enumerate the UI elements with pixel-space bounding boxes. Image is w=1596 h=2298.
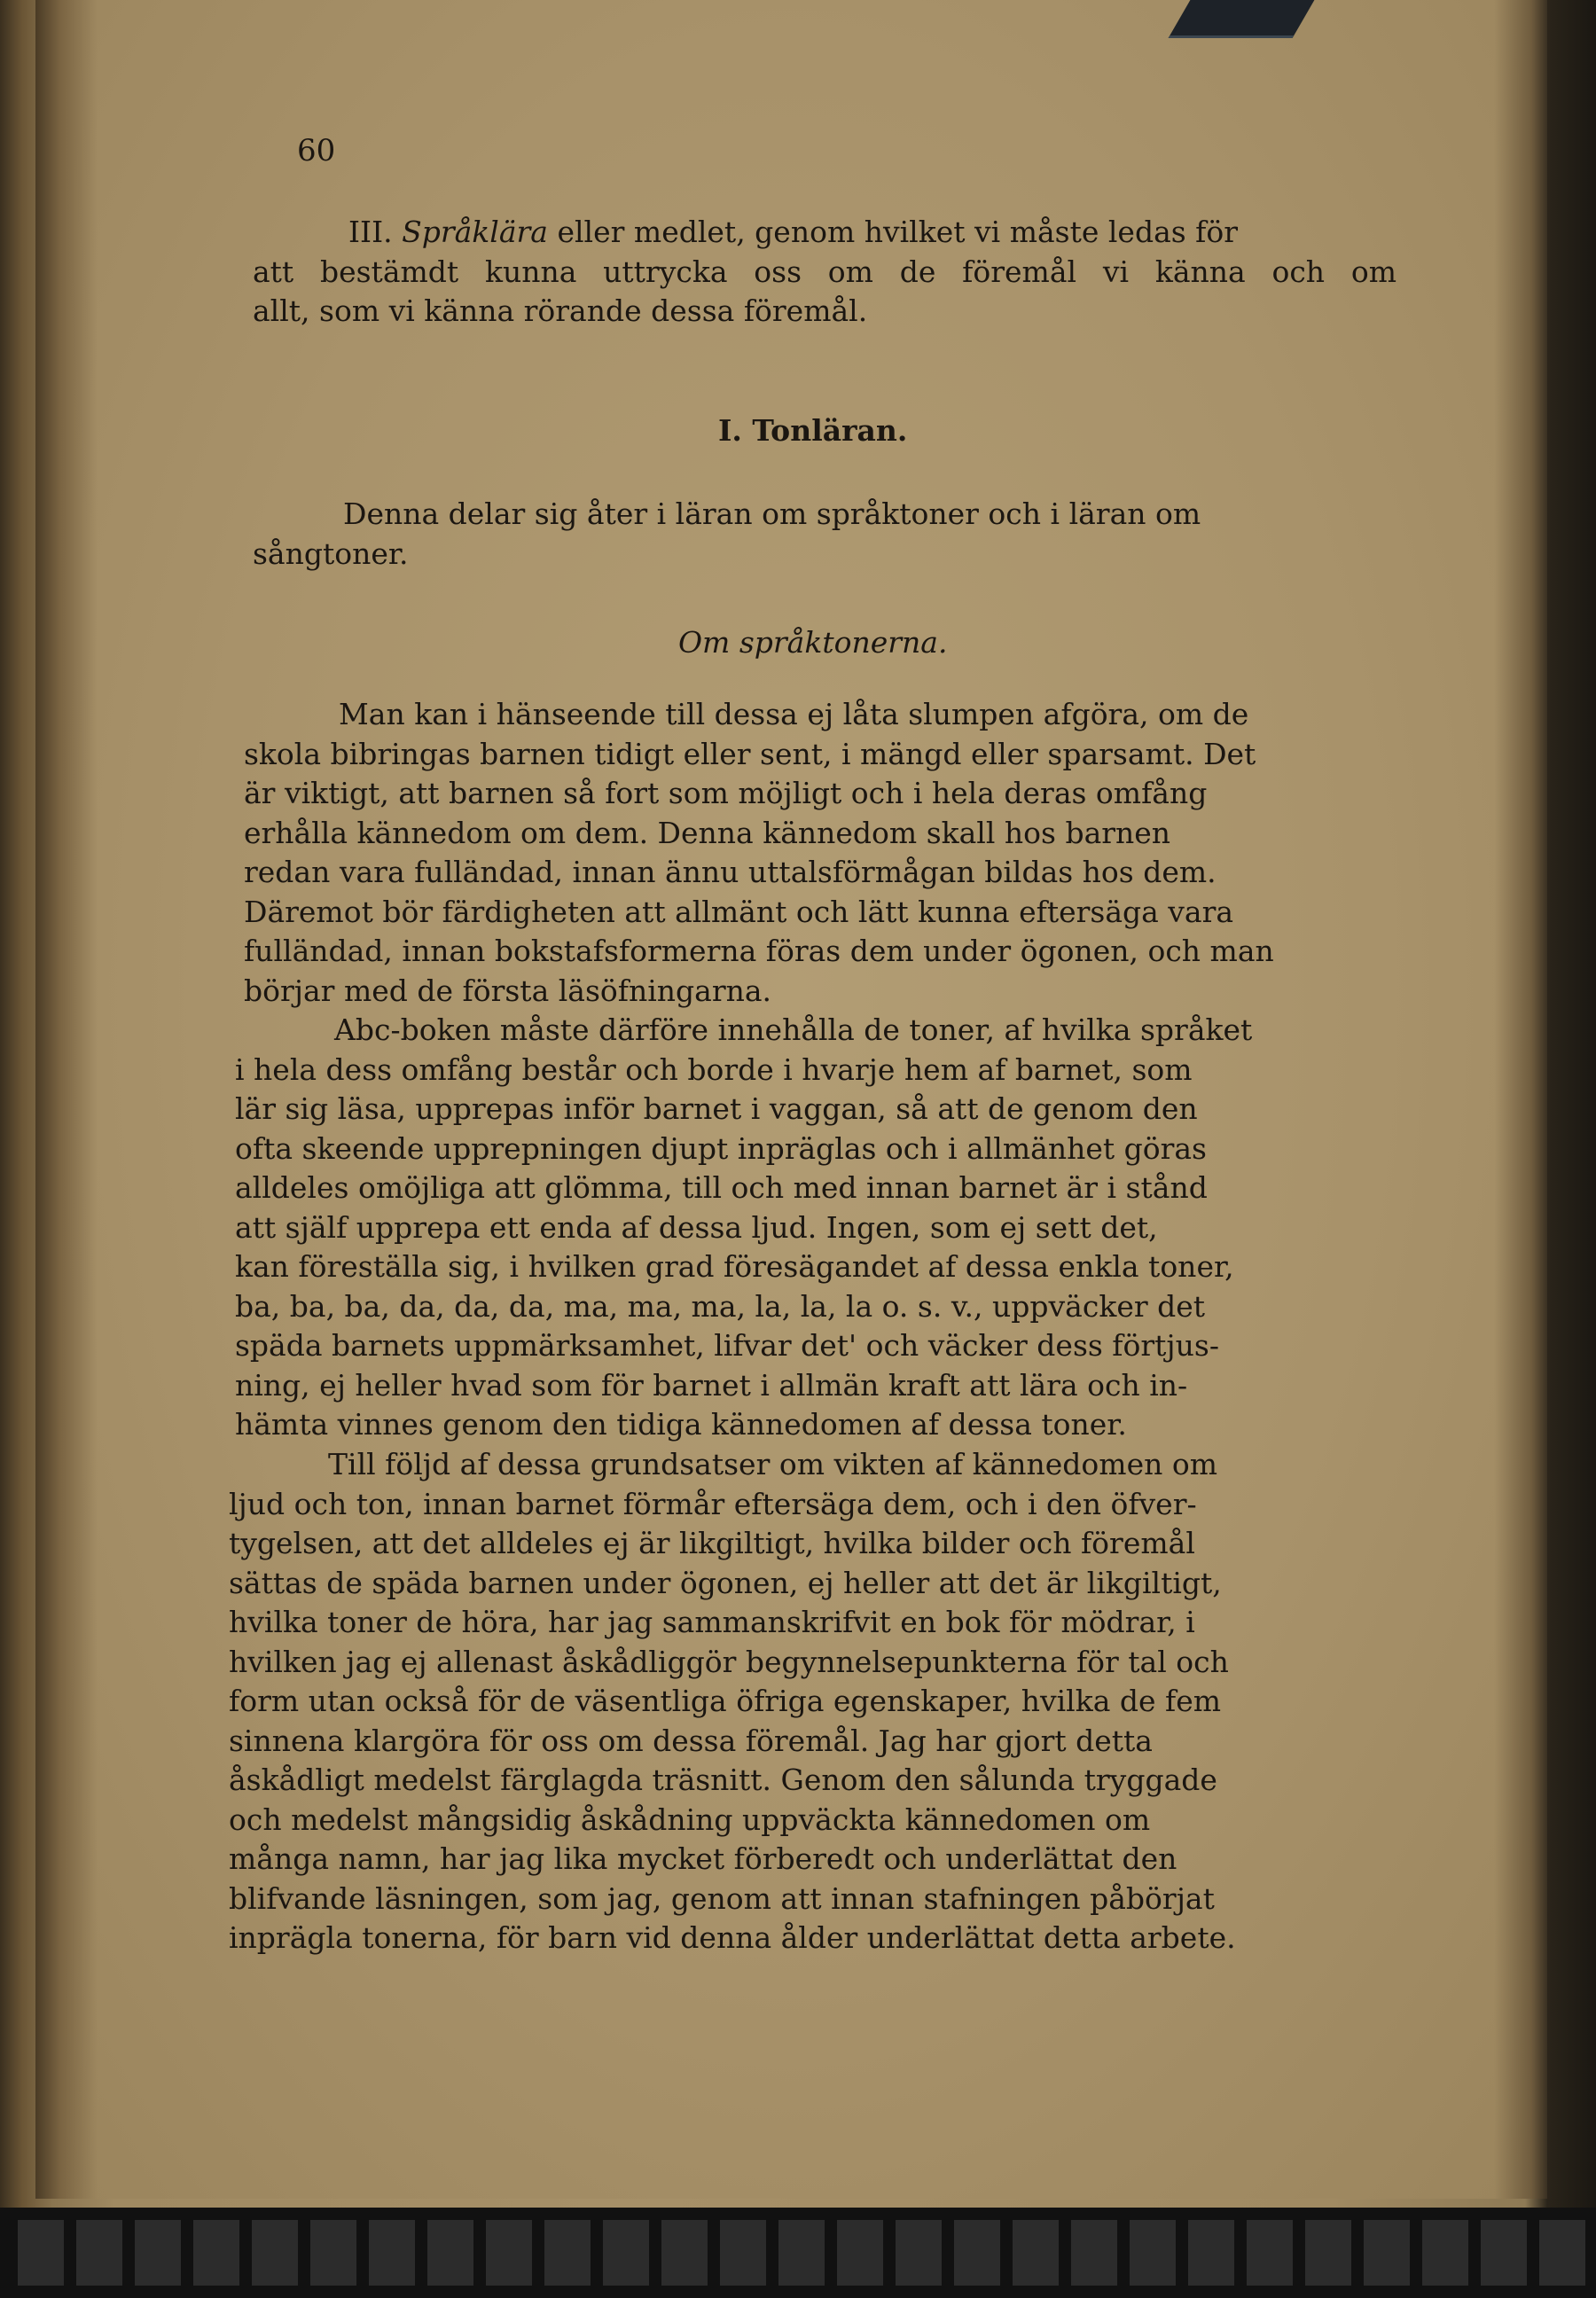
text-line: inprägla tonerna, för barn vid denna ålder underlättat detta arbete. [229,1920,1236,1955]
page-edge-shadow [1494,0,1547,2199]
ruler-cell [427,2220,473,2286]
ruler-cell [837,2220,883,2286]
text-line: tygelsen, att det alldeles ej är likgiltigt, hvilka bilder och föremål [229,1526,1195,1560]
text-line: att bestämdt kunna uttrycka oss om de föremål vi känna och om [253,254,1396,289]
text-line: Däremot bör färdigheten att allmänt och lätt kunna eftersäga vara [244,894,1234,929]
text-line: hämta vinnes genom den tidiga kännedomen af dessa toner. [235,1407,1127,1442]
intro-paragraph [253,495,1396,574]
text-line: skola bibringas barnen tidigt eller sent, i mängd eller sparsamt. Det [244,736,1256,771]
text-line: sättas de späda barnen under ögonen, ej heller att det är likgiltigt, [229,1565,1222,1600]
text-line: ljud och ton, innan barnet förmår eftersäga dem, och i den öfver- [229,1486,1197,1521]
ruler-cell [252,2220,298,2286]
text-line: ba, ba, ba, da, da, da, ma, ma, ma, la, la, la o. s. v., uppväcker det [235,1288,1206,1324]
text-line: sångtoner. [253,535,409,571]
page-number: 60 [297,133,336,168]
book-spine-shadow [35,0,98,2199]
ruler-cell [310,2220,356,2286]
text-line: är viktigt, att barnen så fort som möjligt och i hela deras omfång [244,776,1208,810]
ruler-cell [603,2220,649,2286]
paragraph-three [229,1445,1373,1958]
text-line: allt, som vi känna rörande dessa föremål. [253,293,868,328]
section-heading: I. Tonläran. [718,413,908,448]
paragraph-two [235,1011,1379,1445]
text-line: form utan också för de väsentliga öfriga egenskaper, hvilka de fem [229,1684,1222,1718]
ruler-cell [1422,2220,1468,2286]
page-clip [1169,0,1315,38]
text-line: Denna delar sig åter i läran om språktoner och i läran om [343,496,1201,531]
text-line: erhålla kännedom om dem. Denna kännedom skall hos barnen [244,815,1171,850]
ruler-cell [896,2220,942,2286]
section-term: Språklära [402,215,548,249]
text-line: blifvande läsningen, som jag, genom att innan stafningen påbörjat [229,1880,1215,1916]
section-three-paragraph [253,213,1396,332]
text-line: i hela dess omfång består och borde i hvarje hem af barnet, som [235,1051,1193,1087]
text-line: sinnena klargöra för oss om dessa föremål. Jag har gjort detta [229,1723,1153,1758]
ruler-cell [369,2220,415,2286]
ruler-cell [1013,2220,1059,2286]
scan-ruler [0,2208,1596,2298]
ruler-cell [1539,2220,1585,2286]
text-line: kan föreställa sig, i hvilken grad föresägandet af dessa enkla toner, [235,1249,1234,1284]
text-line: Man kan i hänseende till dessa ej låta slumpen afgöra, om de [339,697,1249,731]
ruler-cell [76,2220,122,2286]
ruler-cell [1305,2220,1351,2286]
text-line: hvilken jag ej allenast åskådliggör begynnelsepunkterna för tal och [229,1644,1229,1679]
ruler-cell [954,2220,1000,2286]
ruler-cell [661,2220,708,2286]
text-line: ning, ej heller hvad som för barnet i allmän kraft att lära och in- [235,1367,1188,1403]
ruler-cell [544,2220,591,2286]
ruler-cell [1130,2220,1176,2286]
ruler-cell [778,2220,825,2286]
ruler-cell [1481,2220,1527,2286]
text-line: och medelst mångsidig åskådning uppväckta kännedomen om [229,1802,1151,1837]
text-line: att själf upprepa ett enda af dessa ljud. Ingen, som ej sett det, [235,1209,1158,1245]
text-line: åskådligt medelst färglagda träsnitt. Genom den sålunda tryggade [229,1763,1217,1797]
text-line: lär sig läsa, upprepas inför barnet i vaggan, så att de genom den [235,1091,1198,1126]
ruler-cell [720,2220,766,2286]
ruler-cell [1071,2220,1117,2286]
ruler-cell [1188,2220,1234,2286]
text-line: redan vara fulländad, innan ännu uttalsförmågan bildas hos dem. [244,855,1217,889]
ruler-cell [193,2220,239,2286]
ruler-cell [486,2220,532,2286]
text-line: Abc-boken måste därföre innehålla de toner, af hvilka språket [334,1012,1253,1047]
text-line: börjar med de första läsöfningarna. [244,973,772,1008]
ruler-cell [1247,2220,1293,2286]
text-line: fulländad, innan bokstafsformerna föras dem under ögonen, och man [244,934,1274,968]
subheading: Om språktonerna. [678,625,948,660]
paragraph-one [244,695,1388,1011]
text-line: späda barnets uppmärksamhet, lifvar det' och väcker dess förtjus- [235,1328,1219,1363]
text-line: alldeles omöjliga att glömma, till och med innan barnet är i stånd [235,1170,1208,1205]
section-label: III. [348,215,393,249]
text-line: många namn, har jag lika mycket förberedt och underlättat den [229,1841,1177,1876]
text-line: Till följd af dessa grundsatser om vikten af kännedomen om [328,1447,1218,1481]
section-first-line: eller medlet, genom hvilket vi måste ledas för [557,215,1239,249]
ruler-cell [18,2220,64,2286]
ruler-cell [135,2220,181,2286]
text-line: hvilka toner de höra, har jag sammanskrifvit en bok för mödrar, i [229,1605,1195,1639]
ruler-cell [1364,2220,1410,2286]
text-line: ofta skeende upprepningen djupt inpräglas och i allmänhet göras [235,1130,1207,1166]
